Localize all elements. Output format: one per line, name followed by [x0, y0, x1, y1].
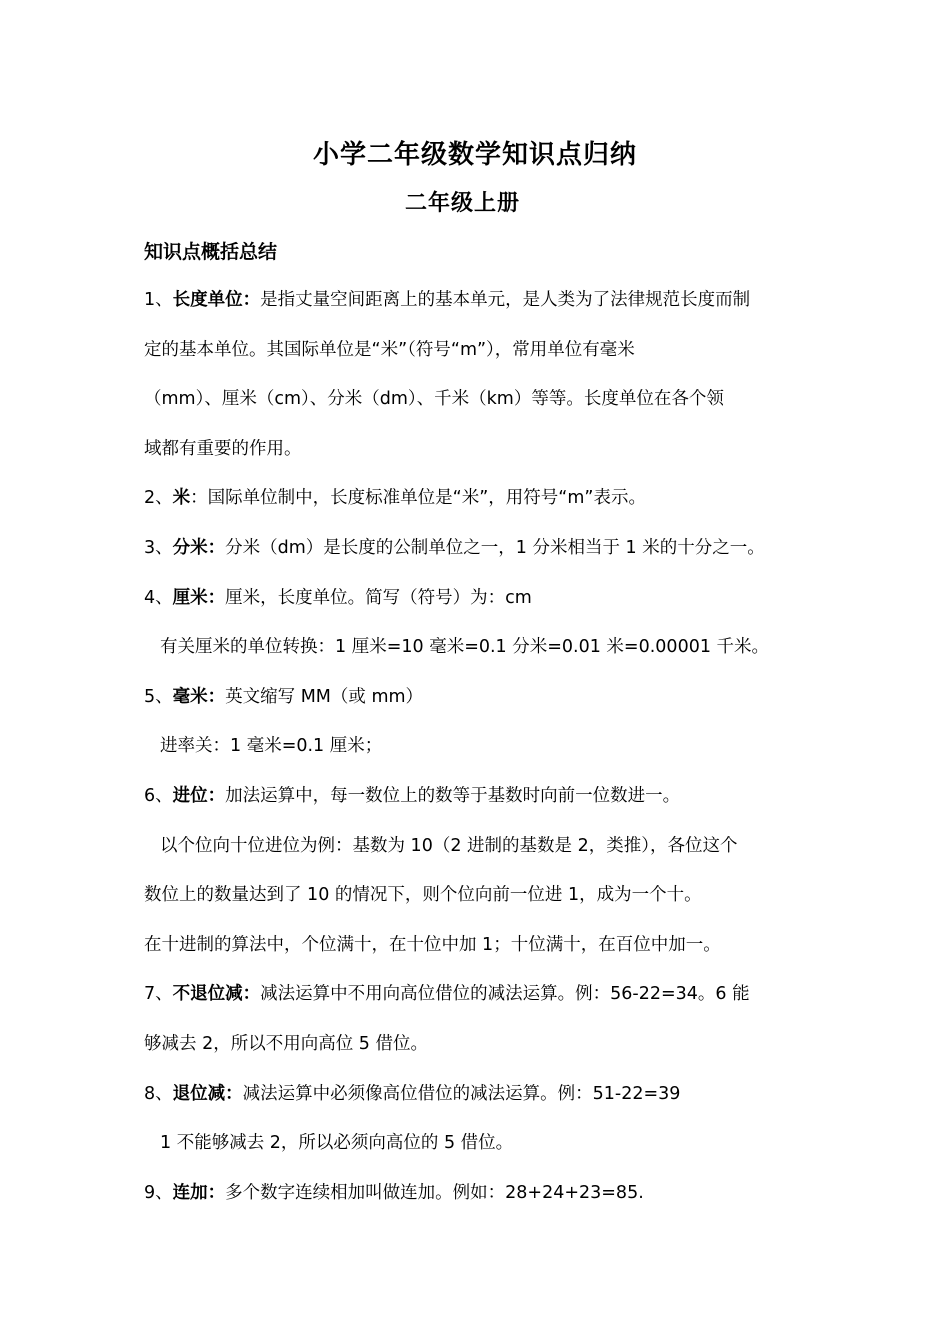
item-number: 6、 [144, 785, 173, 806]
line-text: 厘米，长度单位。简写（符号）为：cm [225, 587, 532, 608]
term: 进位： [172, 785, 226, 806]
item-number: 5、 [144, 686, 173, 707]
paragraph-line [144, 387, 814, 437]
item-number: 8、 [144, 1083, 173, 1104]
paragraph-line [144, 834, 814, 884]
line-text: 够减去 2，所以不用向高位 5 借位。 [144, 1033, 428, 1054]
item-number: 9、 [144, 1182, 173, 1203]
line-text: 在十进制的算法中，个位满十，在十位中加 1；十位满十，在百位中加一。 [144, 934, 721, 955]
line-text: 是指丈量空间距离上的基本单元，是人类为了法律规范长度而制 [260, 290, 751, 310]
line-text: （mm）、厘米（cm）、分米（dm）、千米（km）等等。长度单位在各个领 [144, 389, 724, 410]
line-text: ：国际单位制中，长度标准单位是“米”，用符号“m”表示。 [190, 488, 646, 509]
document-subtitle: 二年级上册 [404, 191, 520, 216]
term: 毫米： [172, 686, 226, 707]
section-heading: 知识点概括总结 [144, 241, 278, 263]
line-text: 以个位向十位进位为例：基数为 10（2 进制的基数是 2，类推），各位这个 [160, 835, 738, 856]
line-text: 数位上的数量达到了 10 的情况下，则个位向前一位进 1，成为一个十。 [144, 885, 702, 906]
line-text: 有关厘米的单位转换：1 厘米=10 毫米=0.1 分米=0.01 米=0.00001 千米。 [160, 637, 770, 658]
item-number: 3、 [144, 537, 173, 558]
item-number: 7、 [144, 984, 173, 1005]
term: 退位减： [172, 1083, 243, 1104]
paragraph-line [144, 635, 814, 685]
item-number: 1、 [144, 290, 173, 310]
line-text: 定的基本单位。其国际单位是“米”（符号“m”），常用单位有毫米 [144, 339, 635, 360]
term: 厘米： [172, 587, 226, 608]
paragraph-line [144, 734, 814, 784]
document-body [144, 288, 814, 1230]
paragraph-line [144, 1131, 814, 1181]
item-number: 2、 [144, 488, 173, 509]
line-text: 1 不能够减去 2，所以必须向高位的 5 借位。 [160, 1133, 514, 1154]
paragraph-line [144, 933, 814, 983]
line-text: 多个数字连续相加叫做连加。例如：28+24+23=85. [225, 1182, 644, 1203]
paragraph-line [144, 486, 814, 536]
paragraph-line [144, 586, 814, 636]
paragraph-line [144, 1181, 814, 1231]
term: 米 [172, 488, 191, 509]
paragraph-line [144, 784, 814, 834]
line-text: 域都有重要的作用。 [144, 438, 302, 459]
paragraph-line [144, 685, 814, 735]
line-text: 加法运算中，每一数位上的数等于基数时向前一位数进一。 [225, 785, 681, 806]
paragraph-line [144, 338, 814, 388]
term: 分米： [172, 537, 226, 558]
paragraph-line [144, 536, 814, 586]
paragraph-line [144, 437, 814, 487]
paragraph-line [144, 288, 814, 338]
term: 连加： [172, 1182, 226, 1203]
term: 长度单位： [172, 290, 261, 310]
line-text: 减法运算中不用向高位借位的减法运算。例：56-22=34。6 能 [260, 984, 750, 1005]
document-title: 小学二年级数学知识点归纳 [312, 140, 637, 170]
item-number: 4、 [144, 587, 173, 608]
paragraph-line [144, 1032, 814, 1082]
paragraph-line [144, 883, 814, 933]
line-text: 分米（dm）是长度的公制单位之一，1 分米相当于 1 米的十分之一。 [225, 537, 765, 558]
line-text: 减法运算中必须像高位借位的减法运算。例：51-22=39 [242, 1083, 681, 1104]
paragraph-line [144, 982, 814, 1032]
line-text: 进率关：1 毫米=0.1 厘米； [160, 736, 383, 757]
paragraph-line [144, 1082, 814, 1132]
line-text: 英文缩写 MM（或 mm） [225, 686, 424, 707]
term: 不退位减： [172, 984, 261, 1005]
